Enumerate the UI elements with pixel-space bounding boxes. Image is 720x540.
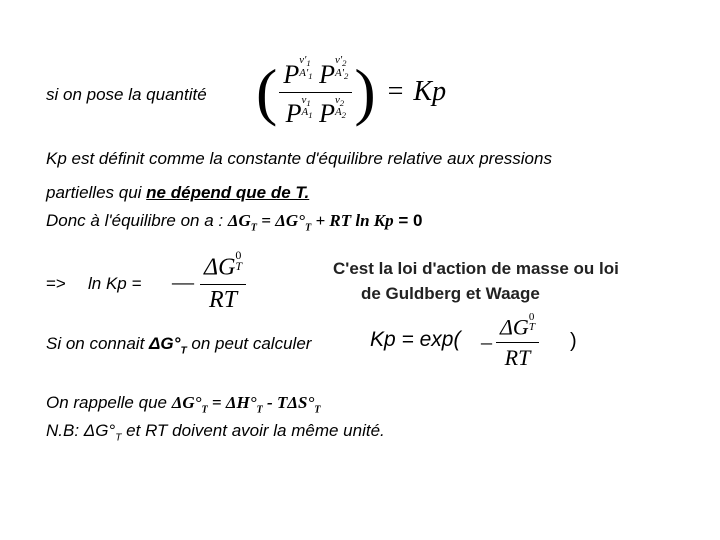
nb-subscript: T (115, 432, 122, 444)
equilibrium-text: Donc à l'équilibre on a : (46, 211, 228, 230)
num-term-1: $P\nu'_1$ $A'_1$ (283, 54, 313, 89)
pressure-fraction (279, 55, 352, 129)
den-term-2: $P\nu_2$ $A_2$ (319, 93, 346, 128)
law-note-line-2: de Guldberg et Waage (361, 284, 540, 303)
den-term-1: $P\nu_1$ $A_1$ (285, 93, 313, 128)
exp-argument-formula (481, 313, 539, 371)
equals-zero: = 0 (393, 211, 423, 230)
close-paren: ) (570, 330, 577, 352)
partial-text: partielles qui (46, 183, 147, 202)
definition-text: Kp est définit comme la constante d'équilibre relative aux pressions (46, 149, 552, 168)
kp-symbol: Kp (413, 76, 447, 107)
note-line (46, 421, 385, 443)
dg-numerator: ΔG0 T (500, 311, 535, 340)
left-paren: ( (256, 56, 278, 127)
minus-sign: – (481, 329, 492, 355)
temperature-dependency: ne dépend que de T. (146, 183, 310, 202)
intro-label: si on pose la quantité (46, 85, 207, 104)
calculation-line (46, 334, 311, 356)
right-paren: ) (354, 56, 376, 127)
dg-over-rt-fraction-2 (496, 313, 539, 371)
fraction-numerator (279, 55, 352, 91)
dg-numerator: ΔG0 T (204, 248, 243, 281)
kp-exp-label: Kp = exp( (370, 328, 461, 351)
reminder-text: On rappelle que (46, 393, 172, 412)
law-note-line-1: C'est la loi d'action de masse ou loi (333, 259, 619, 278)
nb-text-2: et RT doivent avoir la même unité. (121, 421, 385, 440)
ln-kp-formula (172, 250, 246, 314)
calc-text-2: on peut calculer (186, 334, 312, 353)
minus-sign: — (172, 268, 194, 294)
equilibrium-equation: $\Delta G_T = \Delta G^\circ_T$ + RT ln Kp (227, 211, 394, 234)
dg-standard: $\Delta G^\circ_T$ (149, 334, 187, 357)
reminder-line (46, 393, 320, 415)
ln-kp-label: ln Kp = (88, 274, 142, 293)
nb-text: N.B: ΔG° (46, 421, 116, 440)
equals-sign: = (387, 76, 404, 107)
dg-over-rt-fraction (200, 250, 246, 314)
implies-arrow: => (46, 274, 66, 293)
gibbs-relation: $\Delta G^\circ_T = \Delta H^\circ_T - T\Delta S^\circ_T$ (171, 393, 321, 416)
rt-denominator: RT (504, 345, 531, 371)
fraction-denominator (282, 93, 350, 129)
num-term-2: $P\nu'_2$ $A'_2$ (319, 54, 349, 89)
definition-line (46, 149, 552, 169)
quantity-formula (256, 54, 447, 128)
partial-pressure-line (46, 183, 309, 203)
equilibrium-line (46, 211, 422, 233)
rt-denominator: RT (209, 286, 238, 313)
calc-text: Si on connait (46, 334, 150, 353)
